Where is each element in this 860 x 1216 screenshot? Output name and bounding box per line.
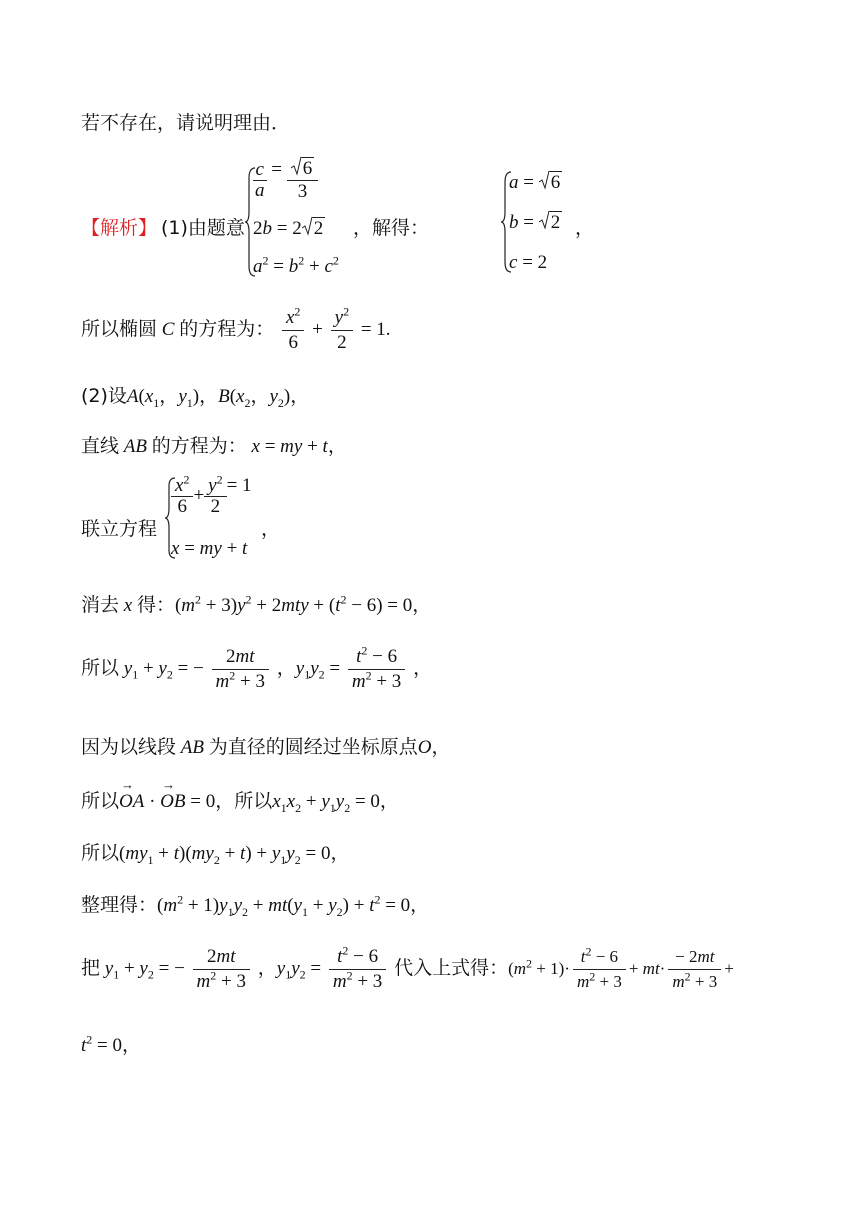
final-line: $t^2 = 0$， bbox=[81, 1032, 141, 1056]
yinwei-line: 因为以线段 AB 为直径的圆经过坐标原点O， bbox=[81, 736, 451, 758]
part2-set-line: (2)设$A(x_1$，$y_1$)，$B(x_2$，$y_2$)， bbox=[81, 385, 310, 410]
xiaoqu-prefix: 消去 bbox=[81, 594, 120, 616]
lianli-label: 联立方程 bbox=[81, 518, 158, 540]
jiexi-label: 【解析】 bbox=[81, 217, 158, 239]
xiaoqu-mid: 得： bbox=[136, 594, 175, 616]
line-ab-mid: 的方程为： bbox=[151, 435, 247, 457]
substitute-line: 把 $y_1 + y_2$ = − $\frac{2mt}{m^2 + 3}$ ，$y_1y_2$ = $\frac{t^2 - 6}{m^2 + 3}$ 代入上式得：$(m^2 + 1)\cdot$ $\frac{t^2 - 6}{m^2 + 3}$ + mt· $\frac{- 2mt}{m^2 + 3}$ + bbox=[81, 943, 734, 992]
intro-line: 若不存在，请说明理由． bbox=[81, 112, 291, 134]
yinwei-label: 因为以线段 bbox=[81, 736, 177, 758]
expand-line: 所以$(my_1 + t)(my_2 + t) + y_1y_2 = 0$， bbox=[81, 842, 350, 867]
zhengli-label: 整理得： bbox=[81, 894, 158, 916]
part1-end: ， bbox=[575, 217, 595, 239]
daitu-label: 代入上式得： bbox=[394, 956, 509, 979]
ellipse-c: C bbox=[161, 318, 175, 340]
xiaoqu-line: 消去 x 得：$(m^2 + 3)y^2 + 2mty + (t^2 - 6) = 0$， bbox=[81, 592, 432, 616]
vieta-line: 所以 $y_1 + y_2$ = − $\frac{2mt}{m^2 + 3}$ ，$y_1y_2$ = $\frac{t^2 - 6}{m^2 + 3}$ ， bbox=[81, 643, 433, 692]
line-ab-prefix: 直线 bbox=[81, 435, 120, 457]
dot-product-line: 所以OA → · OB → = 0，所以$x_1x_2 + y_1y_2 = 0$， bbox=[81, 786, 399, 813]
suoyi-label: 所以 bbox=[81, 656, 120, 679]
part1-prefix: (1)由题意 bbox=[161, 217, 245, 239]
ba-label: 把 bbox=[81, 956, 101, 979]
zhengli-line: 整理得：$(m^2 + 1)y_1y_2 + mt(y_1 + y_2) + t^2 = 0$， bbox=[81, 892, 430, 919]
yinwei-mid: 为直径的圆经过坐标原点 bbox=[208, 736, 418, 758]
ellipse-line: 所以椭圆 C 的方程为： $\frac{x^2}{6}$ + $\frac{y^2}{2}$ = 1. bbox=[81, 304, 391, 353]
ellipse-mid: 的方程为： bbox=[179, 317, 275, 340]
part2-set: (2)设 bbox=[81, 385, 127, 407]
part1-solve: ，解得： bbox=[353, 217, 430, 239]
ellipse-prefix: 所以椭圆 bbox=[81, 317, 158, 340]
line-ab-line: 直线 AB 的方程为： x = my + t， bbox=[81, 435, 347, 457]
